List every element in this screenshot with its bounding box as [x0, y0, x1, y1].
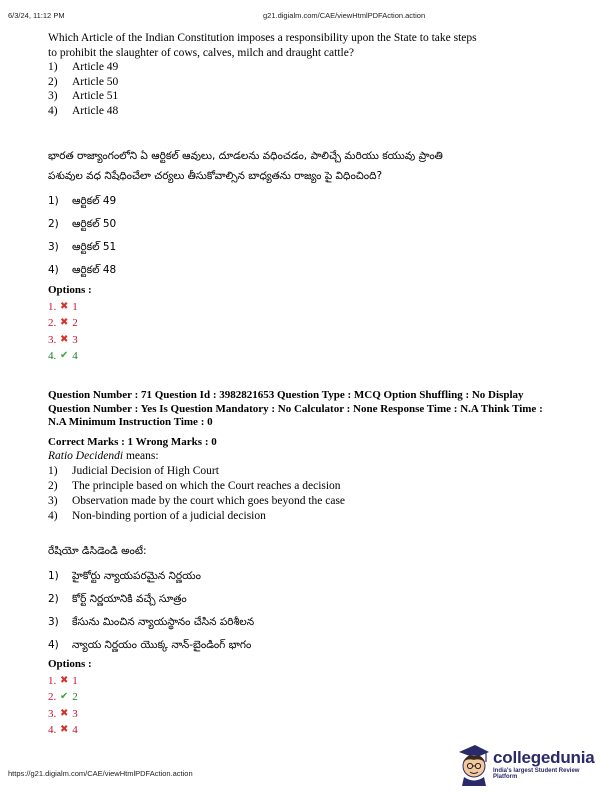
cross-icon: ✖	[60, 300, 69, 312]
q71-metadata	[48, 389, 578, 449]
option-item: 1) ఆర్టికల్ 49	[48, 195, 117, 207]
meta-line: N.A Minimum Instruction Time : 0	[48, 416, 213, 428]
answer-option-correct: 2. ✔ 2	[48, 689, 92, 706]
print-datetime: 6/3/24, 11:12 PM	[8, 11, 65, 20]
options-title: Options :	[48, 284, 92, 296]
q70-telugu-line-2: పశువుల వధ నిషేధించేలా చర్యలు తీసుకోవాల్సిన బాధ్యతను రాజ్యం పై విధించింది?	[48, 170, 383, 182]
answer-option: 3. ✖ 3	[48, 332, 92, 349]
q70-english-options	[48, 60, 568, 118]
option-item: 2) కోర్ట్ నిర్ణయానికి వచ్చే సూత్రం	[48, 593, 187, 605]
option-item: 2) The principle based on which the Court reaches a decision	[48, 480, 341, 492]
cross-icon: ✖	[60, 707, 69, 719]
cross-icon: ✖	[60, 674, 69, 686]
q71-answer-options	[48, 656, 92, 739]
answer-option: 4. ✖ 4	[48, 722, 92, 739]
q70-english	[48, 31, 568, 118]
q71-english-options	[48, 464, 568, 524]
answer-option: 1. ✖ 1	[48, 673, 92, 690]
option-item: 3) Article 51	[48, 90, 119, 102]
q71-english	[48, 449, 568, 524]
q71-term: Ratio Decidendi	[48, 450, 124, 462]
meta-line: Question Number : 71 Question Id : 3982821653 Question Type : MCQ Option Shuffling : No Display	[48, 389, 524, 401]
print-url: g21.digialm.com/CAE/viewHtmlPDFAction.action	[263, 11, 426, 20]
answer-option: 1. ✖ 1	[48, 299, 92, 316]
q71-question: Ratio Decidendi means:	[48, 450, 159, 462]
q71-telugu-question: రేషియో డిసిడెండి అంటే:	[48, 545, 147, 557]
q70-telugu	[48, 146, 568, 282]
answer-option: 2. ✖ 2	[48, 315, 92, 332]
q71-telugu	[48, 540, 568, 657]
option-item: 1) హైకోర్టు న్యాయపరమైన నిర్ణయం	[48, 570, 201, 582]
option-item: 2) ఆర్టికల్ 50	[48, 218, 117, 230]
q70-line-2: to prohibit the slaughter of cows, calves, milch and draught cattle?	[48, 46, 354, 59]
q70-answer-options	[48, 282, 92, 365]
cross-icon: ✖	[60, 724, 69, 735]
option-item: 3) కేసును మించిన న్యాయస్థానం చేసిన పరిశీలన	[48, 616, 255, 628]
logo-wordmark: collegedunia	[493, 748, 595, 767]
answer-option-correct: 4. ✔ 4	[48, 348, 92, 365]
q70-telugu-line-1: భారత రాజ్యాంగంలోని ఏ ఆర్టికల్ ఆవులు, దూడలను వధించడం, పాలిచ్చే మరియు కయువు ప్రాంతి	[48, 150, 443, 162]
meta-line: Question Number : Yes Is Question Mandatory : No Calculator : None Response Time : N.A Think Time :	[48, 402, 543, 415]
footer-url: https://g21.digialm.com/CAE/viewHtmlPDFAction.action	[8, 769, 193, 778]
collegedunia-logo	[455, 742, 605, 788]
check-icon: ✔	[60, 350, 69, 361]
q70-line-1: Which Article of the Indian Constitution imposes a responsibility upon the State to take steps	[48, 32, 477, 44]
cross-icon: ✖	[60, 333, 69, 345]
option-item: 2) Article 50	[48, 75, 119, 88]
option-item: 4) Article 48	[48, 104, 119, 117]
options-title: Options :	[48, 658, 92, 670]
option-item: 4) ఆర్టికల్ 48	[48, 264, 117, 276]
check-icon: ✔	[60, 691, 69, 702]
option-item: 1) Judicial Decision of High Court	[48, 465, 219, 477]
option-item: 4) న్యాయ నిర్ణయం యొక్క నాన్-బైండింగ్ భాగం	[48, 639, 252, 651]
answer-option: 3. ✖ 3	[48, 706, 92, 723]
option-item: 4) Non-binding portion of a judicial decision	[48, 510, 266, 522]
q70-telugu-options	[48, 190, 568, 282]
logo-tagline: India's largest Student Review Platform	[493, 768, 580, 780]
q71-telugu-options	[48, 565, 568, 657]
option-item: 3) ఆర్టికల్ 51	[48, 241, 117, 253]
option-item: 1) Article 49	[48, 61, 119, 73]
marks-line: Correct Marks : 1 Wrong Marks : 0	[48, 435, 217, 448]
student-mascot-icon	[455, 742, 491, 786]
cross-icon: ✖	[60, 317, 69, 328]
option-item: 3) Observation made by the court which goes beyond the case	[48, 495, 346, 507]
